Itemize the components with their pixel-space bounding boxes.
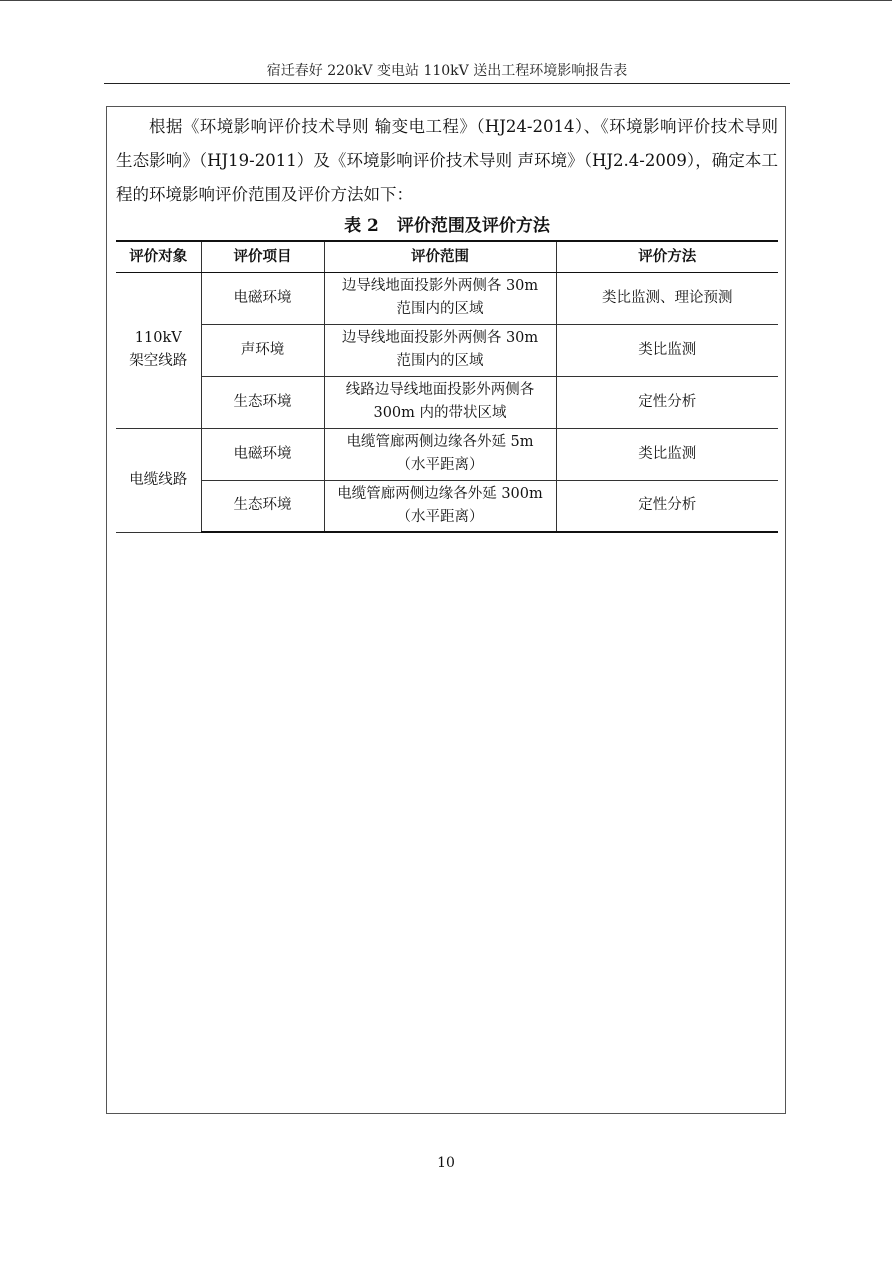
table-caption-number: 表 2	[344, 216, 379, 236]
table-caption	[116, 214, 778, 238]
table-caption-title: 评价范围及评价方法	[396, 216, 550, 236]
item-cell: 电磁环境	[201, 272, 324, 324]
scope-cell: 线路边导线地面投影外两侧各 300m 内的带状区域	[324, 376, 556, 428]
item-cell: 声环境	[201, 324, 324, 376]
table-header-row	[116, 241, 778, 272]
scope-cell: 边导线地面投影外两侧各 30m 范围内的区域	[324, 272, 556, 324]
page-top-edge	[0, 0, 892, 1]
table-row	[116, 324, 778, 376]
header-method: 评价方法	[556, 241, 778, 272]
method-cell: 类比监测	[556, 428, 778, 480]
table-row	[116, 428, 778, 480]
table-row	[116, 480, 778, 532]
running-header: 宿迁春好 220kV 变电站 110kV 送出工程环境影响报告表	[266, 63, 628, 79]
method-cell: 定性分析	[556, 480, 778, 532]
scope-cell: 边导线地面投影外两侧各 30m 范围内的区域	[324, 324, 556, 376]
table-row	[116, 376, 778, 428]
scope-cell: 电缆管廊两侧边缘各外延 5m（水平距离）	[324, 428, 556, 480]
header-object: 评价对象	[116, 241, 201, 272]
object-overhead-line: 110kV 架空线路	[116, 272, 201, 428]
evaluation-scope-table	[116, 240, 778, 533]
intro-paragraph: 根据《环境影响评价技术导则 输变电工程》（HJ24-2014）、《环境影响评价技术导则 生态影响》（HJ19-2011）及《环境影响评价技术导则 声环境》（HJ2.4-2009），确定本工程的环境影响评价范围及评价方法如下：	[116, 117, 778, 204]
method-cell: 定性分析	[556, 376, 778, 428]
item-cell: 电磁环境	[201, 428, 324, 480]
object-cable-line: 电缆线路	[116, 428, 201, 532]
method-cell: 类比监测	[556, 324, 778, 376]
method-cell: 类比监测、理论预测	[556, 272, 778, 324]
item-cell: 生态环境	[201, 480, 324, 532]
table-row	[116, 272, 778, 324]
page-number: 10	[437, 1155, 455, 1171]
header-rule	[104, 83, 790, 84]
item-cell: 生态环境	[201, 376, 324, 428]
header-scope: 评价范围	[324, 241, 556, 272]
header-item: 评价项目	[201, 241, 324, 272]
scope-cell: 电缆管廊两侧边缘各外延 300m（水平距离）	[324, 480, 556, 532]
